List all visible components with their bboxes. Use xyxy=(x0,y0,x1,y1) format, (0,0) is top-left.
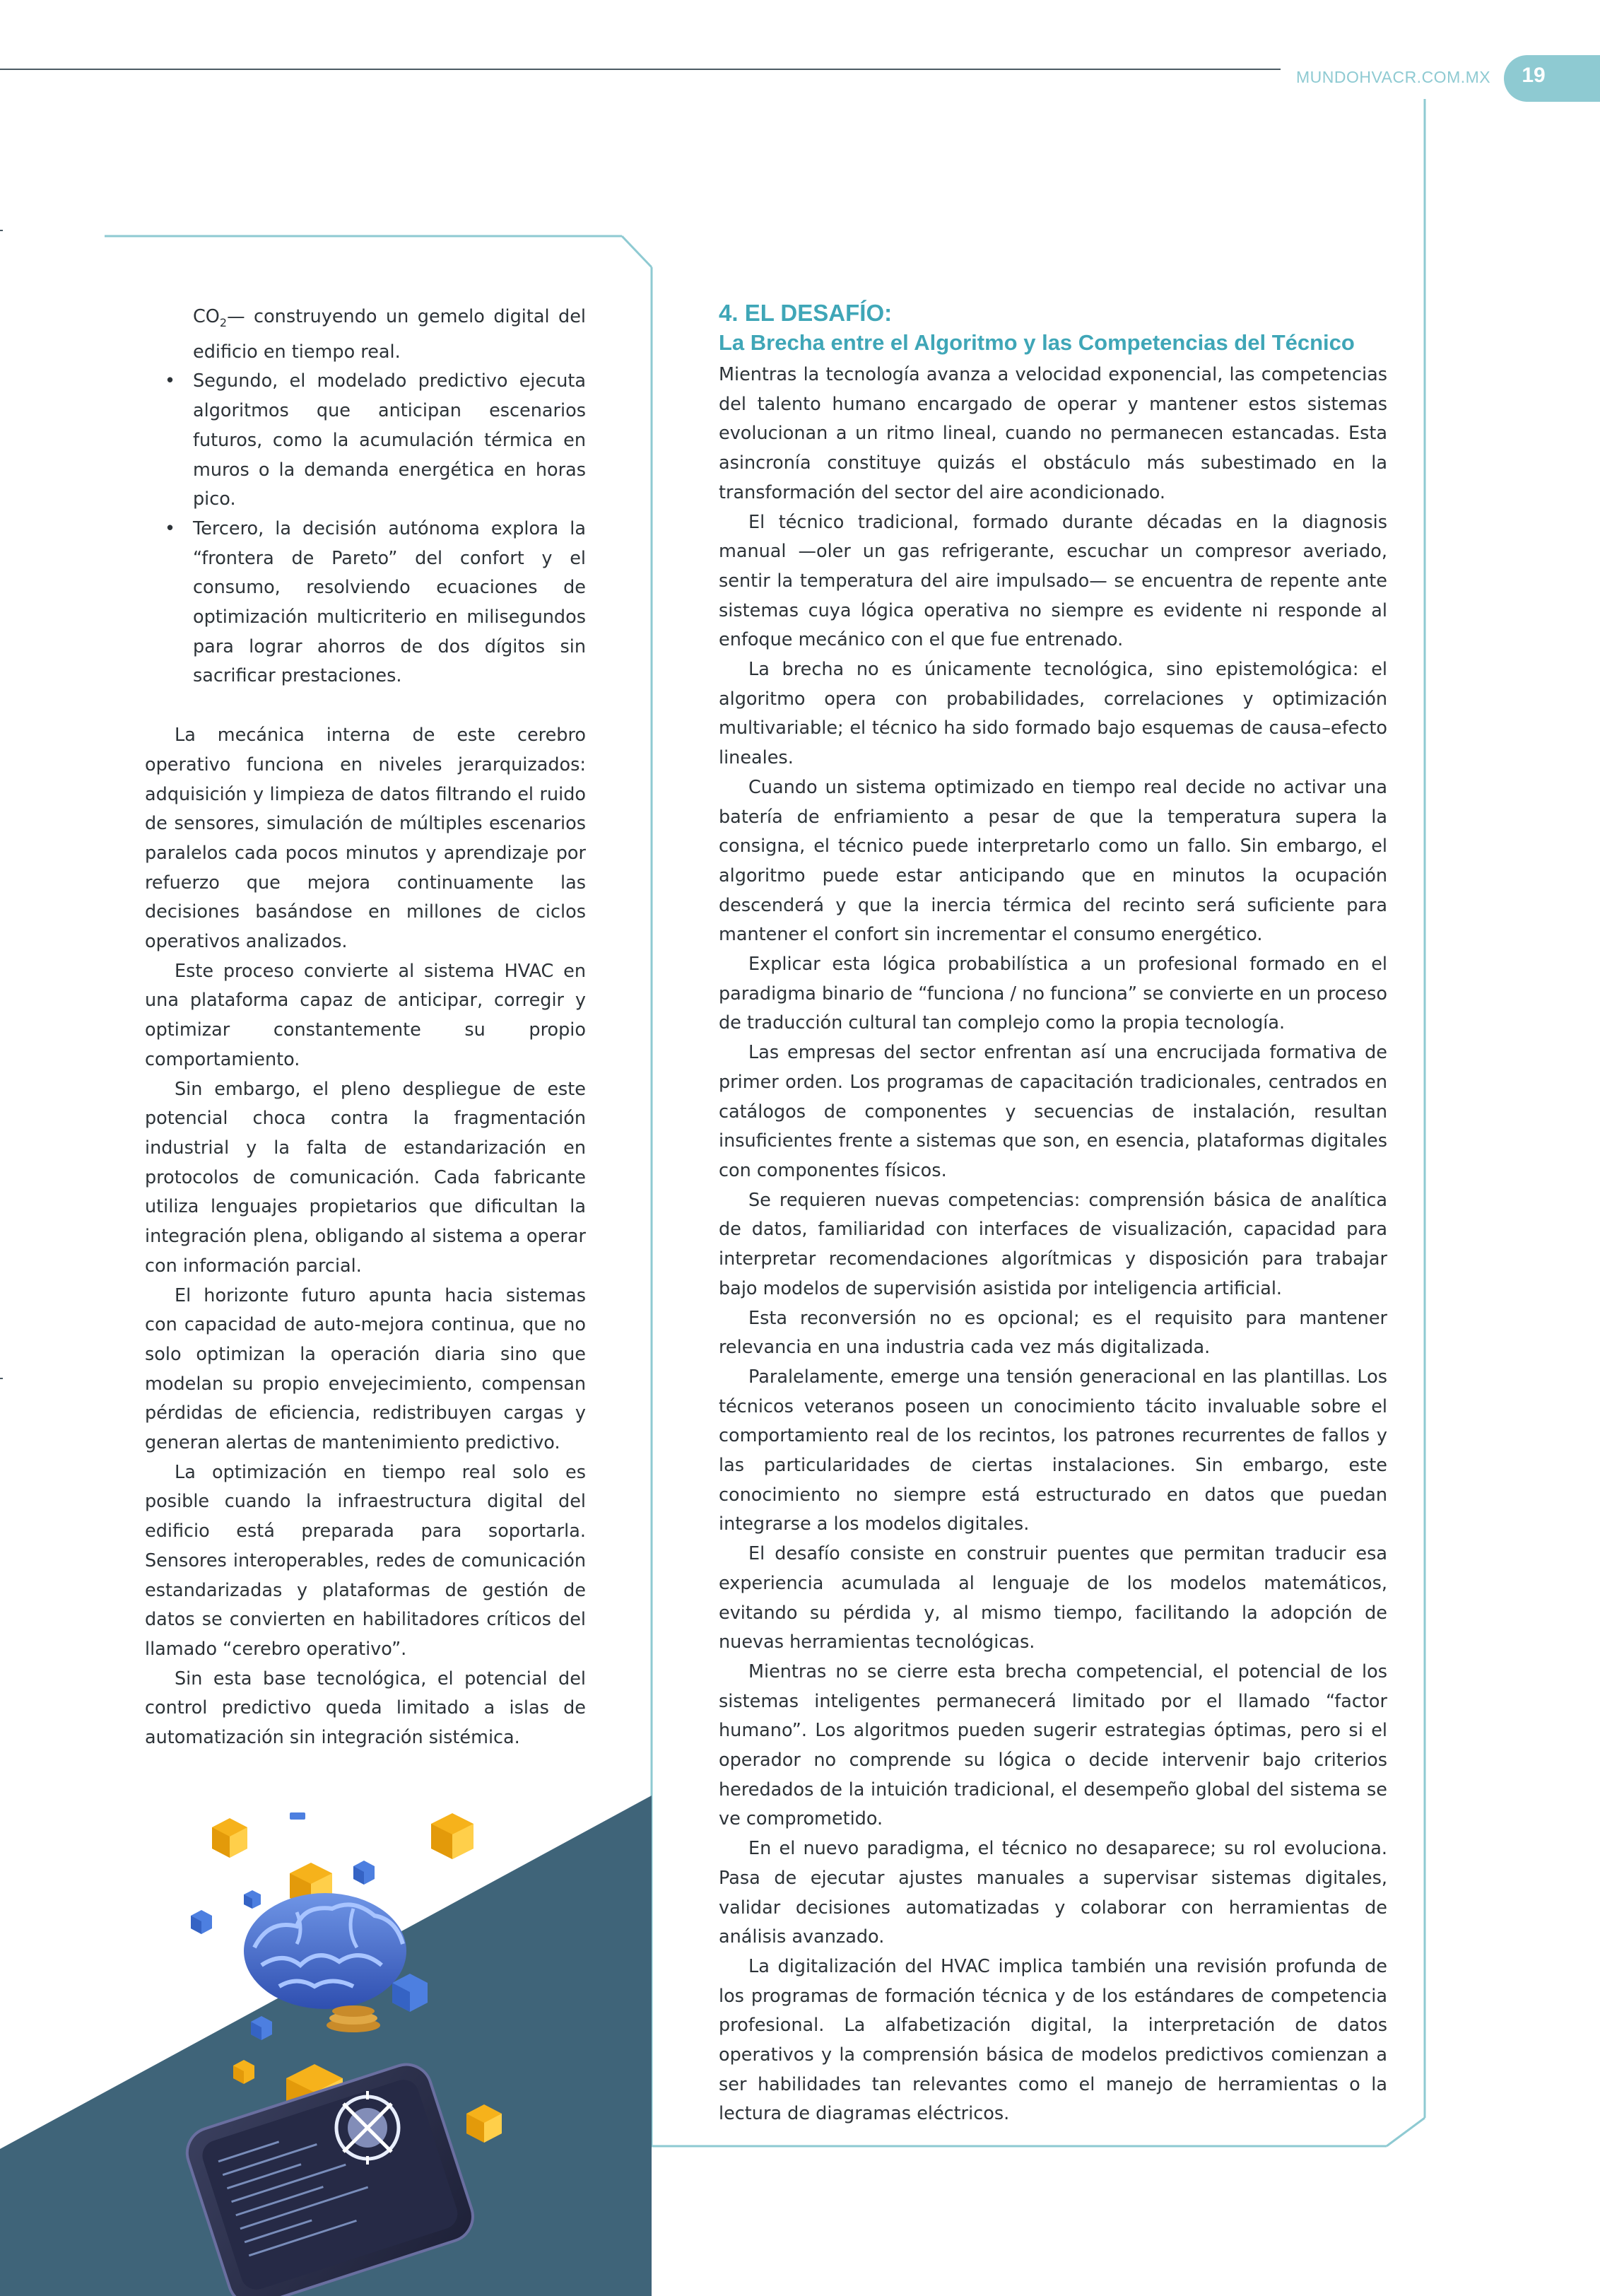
bullet-list xyxy=(145,367,586,691)
body-paragraph: Mientras la tecnología avanza a velocidad exponencial, las competencias del talento humano encargado de operar y mantener estos sistemas evolucionan a un ritmo lineal, cuando no permanecen estancadas. Esta asincronía constituye quizás el obstáculo más subestimado en la transformación del sector del aire acondicionado. xyxy=(719,364,1387,503)
body-paragraph: Se requieren nuevas competencias: comprensión básica de analítica de datos, familiaridad con interfaces de visualización, capacidad para interpretar recomendaciones algorítmicas y disposición para trabajar bajo modelos de supervisión asistida por inteligencia artificial. xyxy=(719,1189,1387,1299)
co2-formula: $CO_2$ xyxy=(193,306,228,329)
blue-cube-icon xyxy=(191,1910,212,1934)
list-item: • Tercero, la decisión autónoma explora la “frontera de Pareto” del confort y el consumo, resolviendo ecuaciones de optimización multicriterio en milisegundos para lograr ahorros de dos dígitos sin sacrificar prestaciones. xyxy=(193,515,586,691)
body-paragraph: La brecha no es únicamente tecnológica, sino epistemológica: el algoritmo opera con probabilidades, correlaciones y optimización multivariable; el técnico ha sido formado bajo esquemas de causa–efecto lineales. xyxy=(719,659,1387,769)
body-paragraph: El técnico tradicional, formado durante décadas en la diagnosis manual —oler un gas refrigerante, escuchar un compresor averiado, sentir la temperatura del aire impulsado— se encuentra de repente ante sistemas cuya lógica operativa no siempre es evidente ni responde al enfoque mecánico con el que fue entrenado. xyxy=(719,511,1387,651)
body-paragraph: Sin esta base tecnológica, el potencial del control predictivo queda limitado a islas de automatización sin integración sistémica. xyxy=(145,1668,586,1749)
blue-cube-icon xyxy=(353,1861,375,1885)
blue-chip-icon xyxy=(290,1812,305,1820)
body-paragraph: Mientras no se cierre esta brecha competencial, el potencial de los sistemas inteligentes permanecerá limitado por el llamado “factor humano”. Los algoritmos pueden sugerir estrategias óptimas, pero si el operador no comprende su lógica o decide intervenir bajo criterios heredados de la intuición tradicional, el desempeño global del sistema se ve comprometido. xyxy=(719,1660,1387,1830)
page-number: 19 xyxy=(1522,64,1546,87)
body-paragraph: Sin embargo, el pleno despliegue de este potencial choca contra la fragmentación industrial y la falta de estandarización en protocolos de comunicación. Cada fabricante utiliza lenguajes propietarios que dificultan la integración plena, obligando al sistema a operar con información parcial. xyxy=(145,1078,586,1277)
body-paragraph: Esta reconversión no es opcional; es el requisito para mantener relevancia en una industria cada vez más digitalizada. xyxy=(719,1307,1387,1359)
body-paragraph: Explicar esta lógica probabilística a un profesional formado en el paradigma binario de “funciona / no funciona” se convierte en un proceso de traducción cultural tan complejo como la propia tecnología. xyxy=(719,954,1387,1034)
blue-cube-icon xyxy=(244,1890,261,1909)
ai-brain-phone-illustration xyxy=(0,1796,652,2296)
left-column xyxy=(145,303,586,1753)
list-item: • Segundo, el modelado predictivo ejecuta algoritmos que anticipan escenarios futuros, como la acumulación térmica en muros o la demanda energética en horas pico. xyxy=(193,367,586,515)
bullet-continuation: $CO_2—$ construyendo un gemelo digital del edificio en tiempo real. xyxy=(193,306,586,363)
right-column xyxy=(719,361,1387,2129)
coil-stand-icon xyxy=(327,2005,380,2032)
body-paragraph: Paralelamente, emerge una tensión generacional en las plantillas. Los técnicos veteranos poseen un conocimiento tácito invaluable sobre el comportamiento real de los recintos, los patrones recurrentes de fallos y las particularidades de ciertas instalaciones. Sin embargo, este conocimiento no siempre está estructurado en datos que puedan integrarse a los modelos digitales. xyxy=(719,1366,1387,1535)
body-paragraph: El horizonte futuro apunta hacia sistemas con capacidad de auto-mejora continua, que no solo optimizan la operación diaria sino que modelan su propio envejecimiento, compensan pérdidas de eficiencia, redistribuyen cargas y generan alertas de mantenimiento predictivo. xyxy=(145,1284,586,1454)
section-heading: 4. EL DESAFÍO: xyxy=(719,300,893,326)
body-paragraph: Las empresas del sector enfrentan así una encrucijada formativa de primer orden. Los programas de capacitación tradicionales, centrados en catálogos de componentes y secuencias de instalación, resultan insuficientes frente a sistemas que son, en esencia, plataformas digitales con componentes físicos. xyxy=(719,1042,1387,1181)
body-paragraph: La optimización en tiempo real solo es posible cuando la infraestructura digital del edificio está preparada para soportarla. Sensores interoperables, redes de comunicación estandarizadas y plataformas de gestión de datos se convierten en habilitadores críticos del llamado “cerebro operativo”. xyxy=(145,1461,586,1660)
body-paragraph: La digitalización del HVAC implica también una revisión profunda de los programas de formación técnica y de los estándares de competencia profesional. La alfabetización digital, la interpretación de datos operativos y la comprensión básica de modelos predictivos comienzan a ser habilidades tan relevantes como el manejo de herramientas o la lectura de diagramas eléctricos. xyxy=(719,1955,1387,2125)
yellow-cube-icon xyxy=(431,1813,473,1859)
body-paragraph: Este proceso convierte al sistema HVAC en una plataforma capaz de anticipar, corregir y optimizar constantemente su propio comportamiento. xyxy=(145,960,586,1070)
body-paragraph: La mecánica interna de este cerebro operativo funciona en niveles jerarquizados: adquisición y limpieza de datos filtrando el ruido de sensores, simulación de múltiples escenarios paralelos cada pocos minutos y aprendizaje por refuerzo que mejora continuamente las decisiones basándose en millones de ciclos operativos analizados. xyxy=(145,725,586,953)
brain-icon xyxy=(244,1893,406,2009)
yellow-cube-icon xyxy=(212,1818,247,1858)
site-url[interactable]: MUNDOHVACR.COM.MX xyxy=(1296,68,1491,86)
body-paragraph: Cuando un sistema optimizado en tiempo real decide no activar una batería de enfriamiento a pesar de que la temperatura supera la consigna, el técnico puede interpretarlo como un fallo. Sin embargo, el algoritmo puede estar anticipando que en minutos la ocupación descenderá y que la inercia térmica del recinto será suficiente para mantener el confort sin incrementar el consumo energético. xyxy=(719,776,1387,946)
section-subheading: La Brecha entre el Algoritmo y las Competencias del Técnico xyxy=(719,330,1355,355)
body-paragraph: El desafío consiste en construir puentes que permitan traducir esa experiencia acumulada al lenguaje de los modelos matemáticos, evitando su pérdida y, al mismo tiempo, facilitando la adopción de nuevas herramientas tecnológicas. xyxy=(719,1543,1387,1653)
body-paragraph: En el nuevo paradigma, el técnico no desaparece; su rol evoluciona. Pasa de ejecutar ajustes manuales a supervisar sistemas digitales, validar decisiones automatizadas y colaborar con herramientas de análisis avanzado. xyxy=(719,1838,1387,1948)
